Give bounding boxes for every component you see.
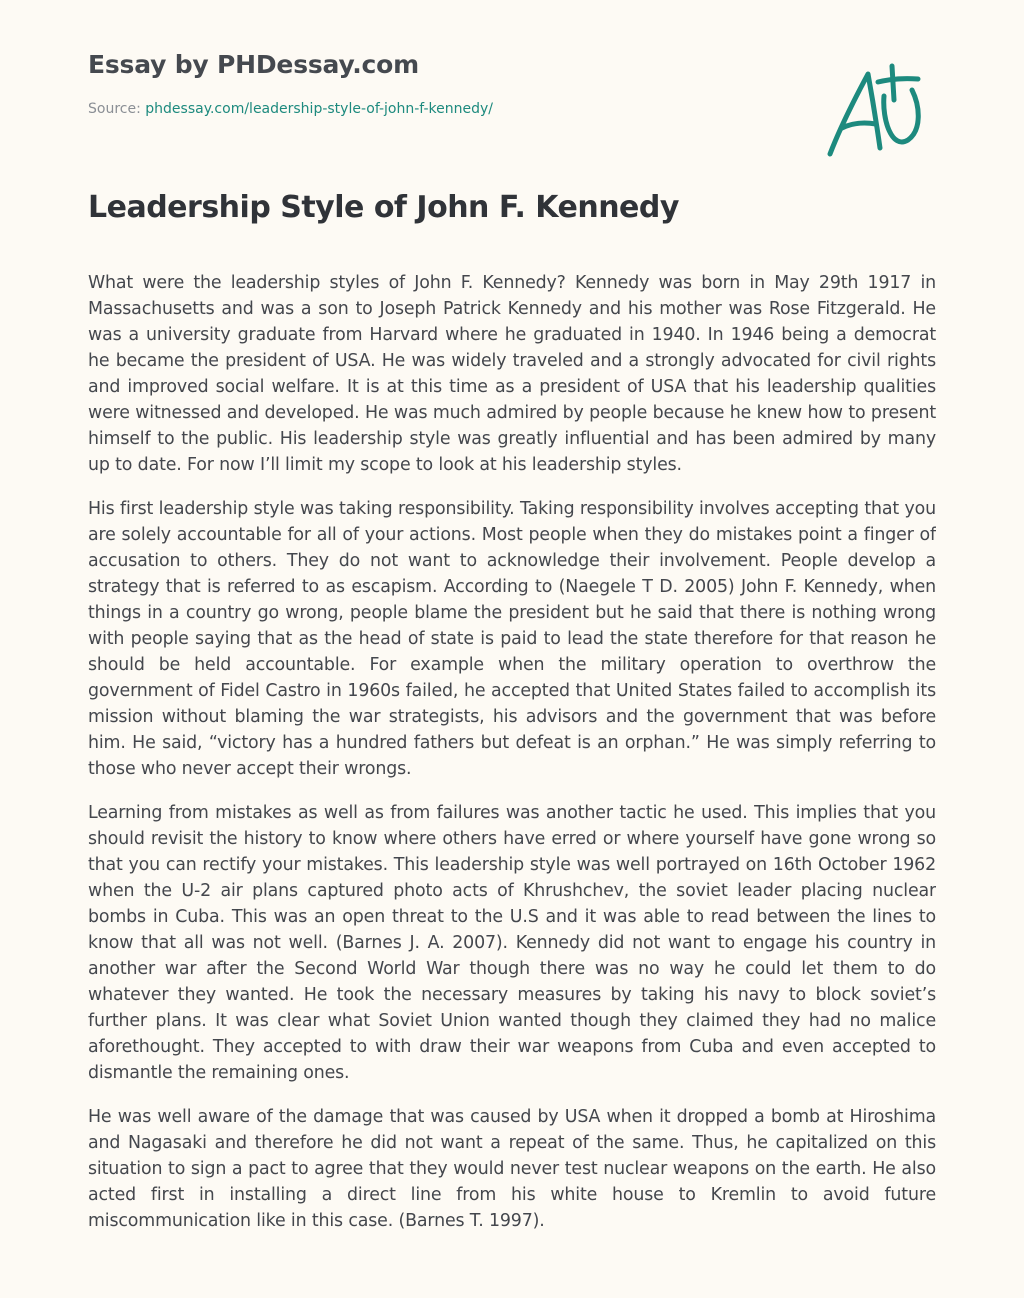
essay-body [88, 270, 936, 1252]
source-label: Source: [88, 101, 146, 117]
source-link[interactable]: phdessay.com/leadership-style-of-john-f-kennedy/ [145, 101, 493, 117]
source-line [88, 101, 493, 117]
essay-paragraph: What were the leadership styles of John F. Kennedy? Kennedy was born in May 29th 1917 in Massachusetts and was a son to Joseph Patrick Kennedy and his mother was Rose Fitzgerald. He was a university graduate from Harvard where he graduated in 1940. In 1946 being a democrat he became the president of USA. He was widely traveled and a strongly advocated for civil rights and improved social welfare. It is at this time as a president of USA that his leadership qualities were witnessed and developed. He was much admired by people because he knew how to present himself to the public. His leadership style was greatly influential and has been admired by many up to date. For now I’ll limit my scope to look at his leadership styles. [88, 273, 936, 475]
essay-title: Leadership Style of John F. Kennedy [88, 190, 679, 225]
essay-paragraph: He was well aware of the damage that was caused by USA when it dropped a bomb at Hiroshima and Nagasaki and therefore he did not want a repeat of the same. Thus, he capitalized on this situation to sign a pact to agree that they would never test nuclear weapons on the earth. He also acted first in installing a direct line from his white house to Kremlin to avoid future miscommunication like in this case. (Barnes T. 1997). [88, 1107, 936, 1231]
essay-paragraph: Learning from mistakes as well as from failures was another tactic he used. This implies that you should revisit the history to know where others have erred or where yourself have gone wrong so that you can rectify your mistakes. This leadership style was well portrayed on 16th October 1962 when the U-2 air plans captured photo acts of Khrushchev, the soviet leader placing nuclear bombs in Cuba. This was an open threat to the U.S and it was able to read between the lines to know that all was not well. (Barnes J. A. 2007). Kennedy did not want to engage his country in another war after the Second World War though there was no way he could let them to do whatever they wanted. He took the necessary measures by taking his navy to block soviet’s further plans. It was clear what Soviet Union wanted though they claimed they had no malice aforethought. They accepted to with draw their war weapons from Cuba and even accepted to dismantle the remaining ones. [88, 803, 936, 1083]
site-brand[interactable]: Essay by PHDessay.com [88, 50, 419, 79]
a-plus-grade-icon [820, 62, 930, 162]
essay-paragraph: His first leadership style was taking responsibility. Taking responsibility involves accepting that you are solely accountable for all of your actions. Most people when they do mistakes point a finger of accusation to others. They do not want to acknowledge their involvement. People develop a strategy that is referred to as escapism. According to (Naegele T D. 2005) John F. Kennedy, when things in a country go wrong, people blame the president but he said that there is nothing wrong with people saying that as the head of state is paid to lead the state therefore for that reason he should be held accountable. For example when the military operation to overthrow the government of Fidel Castro in 1960s failed, he accepted that United States failed to accomplish its mission without blaming the war strategists, his advisors and the government that was before him. He said, “victory has a hundred fathers but defeat is an orphan.” He was simply referring to those who never accept their wrongs. [88, 499, 936, 779]
